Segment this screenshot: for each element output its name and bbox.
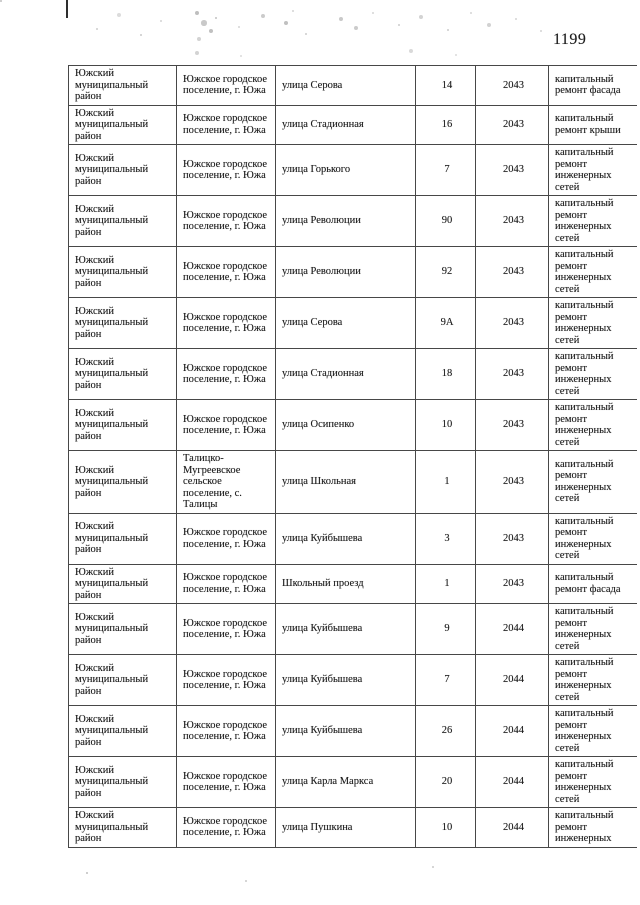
table-row [69, 247, 637, 298]
cell-street: улица Горького [276, 145, 416, 196]
table-row [69, 604, 637, 655]
cell-year: 2044 [476, 604, 549, 655]
cell-settlement: Южское городское поселение, г. Южа [177, 513, 276, 564]
cell-settlement: Южское городское поселение, г. Южа [177, 564, 276, 604]
cell-street: улица Революции [276, 196, 416, 247]
cell-street: улица Куйбышева [276, 513, 416, 564]
cell-work: капитальный ремонт инженерных сетей [549, 604, 637, 655]
cell-house: 92 [416, 247, 476, 298]
cell-year: 2043 [476, 400, 549, 451]
cell-work: капитальный ремонт фасада [549, 564, 637, 604]
cell-work: капитальный ремонт фасада [549, 66, 637, 106]
cell-district: Южский муниципальный район [69, 564, 177, 604]
cell-settlement: Южское городское поселение, г. Южа [177, 400, 276, 451]
cell-house: 3 [416, 513, 476, 564]
cell-work: капитальный ремонт инженерных сетей [549, 655, 637, 706]
cell-settlement: Южское городское поселение, г. Южа [177, 706, 276, 757]
cell-street: улица Серова [276, 66, 416, 106]
cell-house: 20 [416, 757, 476, 808]
cell-street: улица Куйбышева [276, 706, 416, 757]
cell-house: 9 [416, 604, 476, 655]
cell-work: капитальный ремонт инженерных сетей [549, 513, 637, 564]
cell-year: 2043 [476, 196, 549, 247]
cell-year: 2043 [476, 145, 549, 196]
cell-district: Южский муниципальный район [69, 66, 177, 106]
cell-settlement: Южское городское поселение, г. Южа [177, 247, 276, 298]
cell-year: 2043 [476, 105, 549, 145]
cell-district: Южский муниципальный район [69, 298, 177, 349]
cell-year: 2044 [476, 706, 549, 757]
cell-street: улица Куйбышева [276, 655, 416, 706]
cell-district: Южский муниципальный район [69, 513, 177, 564]
cell-district: Южский муниципальный район [69, 655, 177, 706]
cell-work: капитальный ремонт инженерных сетей [549, 349, 637, 400]
cell-work: капитальный ремонт инженерных сетей [549, 196, 637, 247]
cell-year: 2044 [476, 757, 549, 808]
cell-work: капитальный ремонт инженерных сетей [549, 757, 637, 808]
table-row [69, 451, 637, 514]
cell-house: 10 [416, 400, 476, 451]
table-row [69, 757, 637, 808]
table-row [69, 655, 637, 706]
cell-district: Южский муниципальный район [69, 757, 177, 808]
cell-district: Южский муниципальный район [69, 145, 177, 196]
cell-street: улица Школьная [276, 451, 416, 514]
cell-settlement: Талицко-Мугреевское сельское поселение, с. Талицы [177, 451, 276, 514]
cell-year: 2043 [476, 298, 549, 349]
cell-street: Школьный проезд [276, 564, 416, 604]
cell-house: 7 [416, 145, 476, 196]
cell-year: 2043 [476, 564, 549, 604]
cell-district: Южский муниципальный район [69, 706, 177, 757]
cell-year: 2043 [476, 451, 549, 514]
table-row [69, 298, 637, 349]
cell-settlement: Южское городское поселение, г. Южа [177, 604, 276, 655]
cell-work: капитальный ремонт инженерных сетей [549, 145, 637, 196]
cell-house: 16 [416, 105, 476, 145]
cell-house: 9А [416, 298, 476, 349]
cell-settlement: Южское городское поселение, г. Южа [177, 145, 276, 196]
cell-work: капитальный ремонт инженерных сетей [549, 247, 637, 298]
cell-work: капитальный ремонт инженерных сетей [549, 400, 637, 451]
cell-district: Южский муниципальный район [69, 604, 177, 655]
cell-street: улица Осипенко [276, 400, 416, 451]
cell-year: 2043 [476, 349, 549, 400]
page-number: 1199 [553, 31, 587, 48]
cell-district: Южский муниципальный район [69, 451, 177, 514]
cell-year: 2043 [476, 66, 549, 106]
cell-work: капитальный ремонт крыши [549, 105, 637, 145]
table-row [69, 706, 637, 757]
table-row [69, 196, 637, 247]
cell-settlement: Южское городское поселение, г. Южа [177, 66, 276, 106]
cell-street: улица Серова [276, 298, 416, 349]
cell-year: 2044 [476, 808, 549, 848]
table-body [69, 66, 637, 848]
table-row [69, 513, 637, 564]
table-row [69, 400, 637, 451]
cell-house: 1 [416, 564, 476, 604]
cell-district: Южский муниципальный район [69, 400, 177, 451]
cell-house: 7 [416, 655, 476, 706]
cell-house: 10 [416, 808, 476, 848]
cell-house: 26 [416, 706, 476, 757]
cell-district: Южский муниципальный район [69, 105, 177, 145]
cell-street: улица Стадионная [276, 105, 416, 145]
cell-settlement: Южское городское поселение, г. Южа [177, 196, 276, 247]
cell-house: 1 [416, 451, 476, 514]
cell-work: капитальный ремонт инженерных сетей [549, 451, 637, 514]
cell-work: капитальный ремонт инженерных сетей [549, 706, 637, 757]
cell-settlement: Южское городское поселение, г. Южа [177, 298, 276, 349]
cell-settlement: Южское городское поселение, г. Южа [177, 655, 276, 706]
scan-artifact-line [66, 0, 68, 18]
cell-settlement: Южское городское поселение, г. Южа [177, 105, 276, 145]
table-row [69, 145, 637, 196]
cell-district: Южский муниципальный район [69, 808, 177, 848]
scan-noise [0, 0, 2, 2]
cell-street: улица Пушкина [276, 808, 416, 848]
cell-street: улица Революции [276, 247, 416, 298]
cell-street: улица Куйбышева [276, 604, 416, 655]
cell-settlement: Южское городское поселение, г. Южа [177, 808, 276, 848]
table-row [69, 66, 637, 106]
cell-house: 14 [416, 66, 476, 106]
cell-work: капитальный ремонт инженерных [549, 808, 637, 848]
cell-year: 2043 [476, 247, 549, 298]
table-row [69, 349, 637, 400]
cell-district: Южский муниципальный район [69, 349, 177, 400]
table-row [69, 105, 637, 145]
cell-work: капитальный ремонт инженерных сетей [549, 298, 637, 349]
capital-repair-table [68, 65, 637, 848]
table-row [69, 808, 637, 848]
cell-district: Южский муниципальный район [69, 247, 177, 298]
table-row [69, 564, 637, 604]
cell-year: 2043 [476, 513, 549, 564]
cell-house: 90 [416, 196, 476, 247]
cell-house: 18 [416, 349, 476, 400]
cell-settlement: Южское городское поселение, г. Южа [177, 757, 276, 808]
cell-street: улица Стадионная [276, 349, 416, 400]
cell-settlement: Южское городское поселение, г. Южа [177, 349, 276, 400]
cell-district: Южский муниципальный район [69, 196, 177, 247]
cell-year: 2044 [476, 655, 549, 706]
cell-street: улица Карла Маркса [276, 757, 416, 808]
